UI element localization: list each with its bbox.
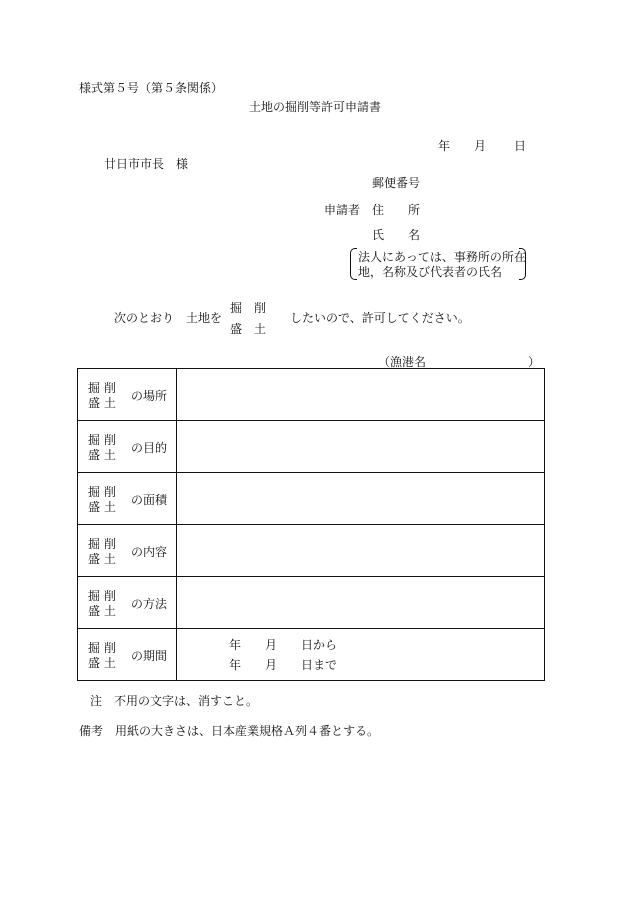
- date-day-label: 日: [514, 139, 527, 153]
- row-suffix: の内容: [131, 545, 168, 559]
- name-label: 氏 名: [372, 228, 421, 242]
- applicant-label: 申請者: [324, 203, 361, 217]
- addressee: 廿日市市長 様: [104, 157, 189, 171]
- table-row: [78, 473, 545, 525]
- corporate-note-line1: 法人にあっては、事務所の所在: [358, 250, 526, 264]
- area-field[interactable]: [177, 473, 545, 525]
- fishing-port-line: [378, 356, 540, 368]
- postal-code-label: 郵便番号: [372, 176, 421, 190]
- date-month-label: 月: [474, 139, 487, 153]
- table-row: [78, 369, 545, 421]
- form-number: 様式第５号（第５条関係）: [79, 81, 224, 95]
- period-from-year: 年: [229, 638, 242, 652]
- row-option-fill: 盛 土: [88, 656, 116, 670]
- location-field[interactable]: [177, 369, 545, 421]
- corporate-note: [350, 248, 526, 278]
- row-suffix: の目的: [131, 441, 168, 455]
- period-to: [229, 659, 337, 671]
- row-label: [78, 577, 177, 629]
- period-to-month: 月: [265, 658, 278, 672]
- row-suffix: の場所: [131, 389, 168, 403]
- period-to-day: 日まで: [301, 658, 338, 672]
- table-row: [78, 577, 545, 629]
- table-row: [78, 629, 545, 681]
- fishing-port-close: ）: [527, 355, 540, 369]
- request-text-post: したいので、許可してください。: [290, 311, 470, 325]
- row-suffix: の方法: [131, 597, 168, 611]
- period-to-year: 年: [229, 658, 242, 672]
- fishing-port-label: （漁港名: [378, 355, 427, 369]
- row-option-fill: 盛 土: [88, 552, 116, 566]
- row-label: [78, 421, 177, 473]
- application-table: [77, 368, 545, 681]
- row-option-fill: 盛 土: [88, 500, 116, 514]
- date-year-label: 年: [438, 139, 451, 153]
- row-option-fill: 盛 土: [88, 396, 116, 410]
- row-label: [78, 473, 177, 525]
- row-label: [78, 369, 177, 421]
- row-option-excavation: 掘 削: [88, 381, 116, 395]
- row-option-fill: 盛 土: [88, 448, 116, 462]
- table-row: [78, 421, 545, 473]
- date-line: [438, 140, 526, 152]
- row-option-fill: 盛 土: [88, 604, 116, 618]
- remarks: 備考 用紙の大きさは、日本産業規格Ａ列４番とする。: [79, 724, 380, 738]
- row-option-excavation: 掘 削: [88, 589, 116, 603]
- row-label: [78, 525, 177, 577]
- period-from: [229, 639, 337, 651]
- period-from-month: 月: [265, 638, 278, 652]
- purpose-field[interactable]: [177, 421, 545, 473]
- row-suffix: の面積: [131, 493, 168, 507]
- address-label: 住 所: [372, 203, 421, 217]
- period-from-day: 日から: [301, 638, 338, 652]
- corporate-note-line2: 地，名称及び代表者の氏名: [358, 265, 503, 279]
- table-row: [78, 525, 545, 577]
- row-suffix: の期間: [131, 649, 168, 663]
- row-option-excavation: 掘 削: [88, 485, 116, 499]
- row-option-excavation: 掘 削: [88, 433, 116, 447]
- note: 注 不用の文字は、消すこと。: [90, 694, 259, 708]
- request-option-fill: 盛 土: [230, 322, 267, 336]
- request-option-excavation: 掘 削: [230, 301, 267, 315]
- method-field[interactable]: [177, 577, 545, 629]
- row-option-excavation: 掘 削: [88, 641, 116, 655]
- left-bracket: [350, 248, 357, 280]
- content-field[interactable]: [177, 525, 545, 577]
- page-title: 土地の掘削等許可申請書: [248, 100, 381, 114]
- row-label: [78, 629, 177, 681]
- row-option-excavation: 掘 削: [88, 537, 116, 551]
- period-field[interactable]: [177, 629, 545, 681]
- request-text-pre: 次のとおり 土地を: [114, 311, 223, 325]
